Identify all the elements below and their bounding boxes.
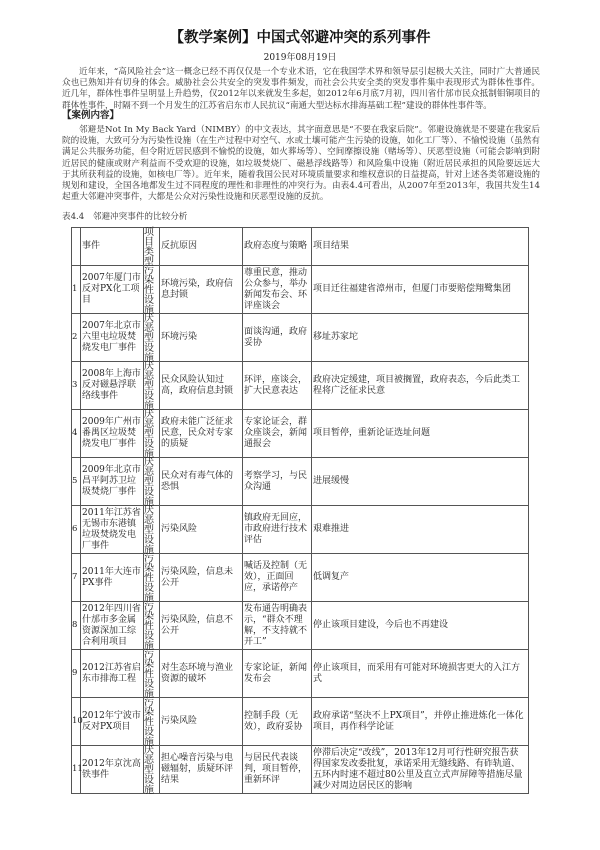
reason-text: 污染风险，信息不公开 [161,614,234,636]
cell-result [312,698,529,746]
project-type-text: 污染性设施 [144,697,154,748]
cell-event [81,602,144,650]
table-row [72,506,529,554]
index-text: 2 [72,332,78,342]
cell-reason [160,650,243,698]
cell-project-type [144,554,160,602]
cell-result [312,554,529,602]
cell-result [312,506,529,554]
table-caption: 表4.4 邻避冲突事件的比较分析 [62,212,188,222]
header-result [312,228,529,266]
result-text: 停滞后决定“改线”，2013年12月可行性研究报告获得国家发改委批复，承诺采用无缝线路、有砟轨道、五环内时速不超过80公里及直立式声屏障等措施尽量减少对周边居民区的影响 [313,747,523,791]
cell-index [72,506,81,554]
section-heading: 【案例内容】 [62,110,120,121]
government-strategy-text: 与居民代表谈判，项目暂停，重新环评 [244,753,308,785]
government-strategy-text: 喊话及控制（无效），正面回应，承诺停产 [244,561,308,593]
result-text: 进展缓慢 [313,476,350,486]
index-text: 6 [72,524,78,534]
index-text: 3 [72,380,78,390]
cell-government-strategy [243,554,312,602]
cell-event [81,698,144,746]
project-type-text: 污染性设施 [144,553,154,604]
cell-index [72,314,81,362]
cell-reason [160,410,243,458]
header-event [81,228,144,266]
cell-result [312,266,529,314]
cell-project-type [144,650,160,698]
cell-event [81,266,144,314]
cell-event [81,746,144,794]
reason-text: 对生态环境与渔业资源的破坏 [161,662,234,684]
cell-government-strategy [243,746,312,794]
intro-paragraph: 近年来，“高风险社会”这一概念已经不再仅仅是一个专业术语，它在我国学术界和领导层引起极大关注，同时广大普通民众也已熟知并有切身的体会。威胁社会公共安全的突发事件频发，而社会公共安全类的突发事件集中表现形式为群体性事件。近几年，群体性事件呈明显上升趋势，仅2012年以来就发生多起，如2012年6月底7月初，四川省什邡市民众抵制钼铜项目的群体性事件，时隔不到一个月发生的江苏省启东市人民抗议“南通大型达标水排海基础工程”建设的群体性事件等。 [62,67,540,111]
cell-reason [160,698,243,746]
result-text: 项目结果 [313,241,350,251]
body-paragraph: 邻避是Not In My Back Yard（NIMBY）的中文表达，其字面意思是“不要在我家后院”。邻避设施就是不要建在我家后院的设施，大致可分为污染性设施（在生产过程中对空气、水或土壤可能产生污染的设施，如化工厂等）、不愉悦设施（虽然有满足公共服务功能，但令附近居民感到不愉悦的设施，如火葬场等）、空间摩擦设施（赌场等）、厌恶型设施（可能会影响到附近居民的健康或财产利益而不受欢迎的设施，如垃圾焚烧厂、磁悬浮线路等）和风险集中设施（附近居民承担的风险要远远大于其所获利益的设施，如核电厂等）。近年来，随着我国公民对环境质量要求和维权意识的日益提高，针对上述各类邻避设施的规划和建设，全国各地都发生过不同程度的理性和非理性的冲突行为。由表4.4可看出，从2007年至2013年，我国共发生14起重大邻避冲突事件，大都是公众对污染性设施和厌恶型设施的反抗。 [62,125,540,203]
event-text: 2012年四川省什邡市多金属资源深加工综合利用项目 [82,603,141,647]
result-text: 项目暂停，重新论证选址问题 [313,428,431,438]
government-strategy-text: 面谈沟通，政府妥协 [244,326,308,348]
result-text: 项目迁往福建省漳州市，但厦门市要赔偿翔鹭集团 [313,284,512,294]
government-strategy-text: 控制手段（无效），政府妥协 [244,710,303,732]
cell-reason [160,266,243,314]
cell-result [312,410,529,458]
cell-reason [160,602,243,650]
government-strategy-text: 环评，座谈会，扩大民意表达 [244,374,308,396]
index-text: 9 [72,668,78,678]
event-text: 2012江苏省启东市排海工程 [82,662,141,684]
government-strategy-text: 专家论证会，群众座谈会，新闻通报会 [244,417,308,449]
reason-text: 民众对有毒气体的恐惧 [161,470,234,492]
cell-result [312,362,529,410]
event-text: 2012年宁波市反对PX项目 [82,710,141,732]
header-index [72,228,81,266]
cell-reason [160,554,243,602]
cell-project-type [144,362,160,410]
cell-reason [160,362,243,410]
table-row [72,410,529,458]
cell-government-strategy [243,602,312,650]
reason-text: 政府未能广泛征求民意，民众对专家的质疑 [161,417,234,449]
index-text: 5 [72,476,78,486]
cell-index [72,410,81,458]
reason-text: 民众风险认知过高，政府信息封锁 [161,374,234,396]
table-row [72,458,529,506]
cell-project-type [144,266,160,314]
event-text: 2011年江苏省无锡市东港镇垃圾焚烧发电厂事件 [82,507,141,551]
event-text: 2008年上海市反对磁悬浮联络线事件 [82,369,141,401]
cell-government-strategy [243,458,312,506]
cell-result [312,602,529,650]
cell-project-type [144,506,160,554]
cell-reason [160,506,243,554]
index-text: 11 [72,764,83,774]
cell-reason [160,458,243,506]
event-text: 2007年北京市六里屯垃圾焚烧发电厂事件 [82,321,141,353]
table-row [72,266,529,314]
result-text: 停止该项目，而采用有可能对环境损害更大的入江方式 [313,662,521,684]
government-strategy-text: 专家论证，新闻发布会 [244,662,308,684]
cell-project-type [144,458,160,506]
project-type-text: 污染性设施 [144,265,154,316]
project-type-text: 污染性设施 [144,601,154,652]
header-government-strategy [243,228,312,266]
cell-project-type [144,698,160,746]
cell-government-strategy [243,314,312,362]
cell-result [312,650,529,698]
project-type-text: 厌恶型设施 [144,409,154,460]
cell-index [72,698,81,746]
cell-government-strategy [243,410,312,458]
cell-event [81,314,144,362]
project-type-text: 污染性设施 [144,649,154,700]
event-text: 事件 [82,241,101,251]
cell-index [72,458,81,506]
table-row [72,650,529,698]
index-text: 4 [72,428,78,438]
cell-index [72,266,81,314]
government-strategy-text: 政府态度与策略 [244,241,308,251]
cell-government-strategy [243,506,312,554]
header-project-type [144,228,160,266]
cell-government-strategy [243,650,312,698]
table-row [72,362,529,410]
cell-government-strategy [243,698,312,746]
table-row [72,746,529,794]
project-type-text: 项目类型 [144,227,154,268]
index-text: 8 [72,620,78,630]
cell-result [312,314,529,362]
cell-project-type [144,746,160,794]
reason-text: 污染风险 [161,716,198,726]
header-reason [160,228,243,266]
cell-project-type [144,410,160,458]
government-strategy-text: 发布通告明确表示，“群众不理解，不支持就不开工” [244,603,308,647]
index-text: 1 [72,284,78,294]
event-text: 2011年大连市PX事件 [82,566,141,588]
government-strategy-text: 尊重民意，推动公众参与，举办新闻发布会、环评座谈会 [244,267,308,311]
result-text: 移址苏家坨 [313,332,359,342]
cell-result [312,458,529,506]
index-text: 10 [72,716,83,726]
cell-index [72,746,81,794]
table-row [72,602,529,650]
index-text: 7 [72,572,78,582]
cell-reason [160,314,243,362]
reason-text: 污染风险 [161,524,198,534]
table-row [72,314,529,362]
reason-text: 环境污染 [161,332,198,342]
cell-event [81,362,144,410]
result-text: 停止该项目建设，今后也不再建设 [313,620,449,630]
cell-result [312,746,529,794]
result-text: 政府决定缓建，项目被搁置，政府表态，今后此类工程将广泛征求民意 [313,374,521,396]
reason-text: 环境污染，政府信息封锁 [161,278,234,300]
project-type-text: 厌恶型设施 [144,457,154,508]
cell-event [81,458,144,506]
project-type-text: 厌恶型设施 [144,745,154,796]
event-text: 2009年北京市昌平阿苏卫垃圾焚烧厂事件 [82,465,141,497]
result-text: 艰难推进 [313,524,350,534]
page-title: 【教学案例】中国式邻避冲突的系列事件 [169,30,431,46]
event-text: 2009年广州市番禺区垃圾焚烧发电厂事件 [82,417,141,449]
project-type-text: 厌恶型设施 [144,505,154,556]
reason-text: 反抗原因 [161,241,198,251]
project-type-text: 厌恶型设施 [144,361,154,412]
result-text: 低调复产 [313,572,350,582]
cell-event [81,554,144,602]
table-row [72,698,529,746]
publish-date: 2019年08月19日 [263,53,337,63]
cell-government-strategy [243,362,312,410]
cell-event [81,410,144,458]
cell-reason [160,746,243,794]
cell-index [72,362,81,410]
comparison-table [71,227,529,794]
cell-event [81,650,144,698]
cell-index [72,602,81,650]
reason-text: 担心噪音污染与电磁辐射，质疑环评结果 [161,753,234,785]
event-text: 2007年厦门市反对PX化工项目 [82,273,141,305]
cell-event [81,506,144,554]
government-strategy-text: 镇政府无回应，市政府进行技术评估 [244,513,308,545]
reason-text: 污染风险，信息未公开 [161,566,234,588]
government-strategy-text: 考察学习，与民众沟通 [244,470,308,492]
result-text: 政府承诺“坚决不上PX项目”，并停止推进炼化一体化项目，再作科学论证 [313,710,524,732]
table-header-row [72,228,529,266]
cell-index [72,554,81,602]
project-type-text: 厌恶型设施 [144,313,154,364]
table-row [72,554,529,602]
cell-project-type [144,314,160,362]
cell-index [72,650,81,698]
cell-project-type [144,602,160,650]
cell-government-strategy [243,266,312,314]
event-text: 2012年京沈高铁事件 [82,758,141,780]
